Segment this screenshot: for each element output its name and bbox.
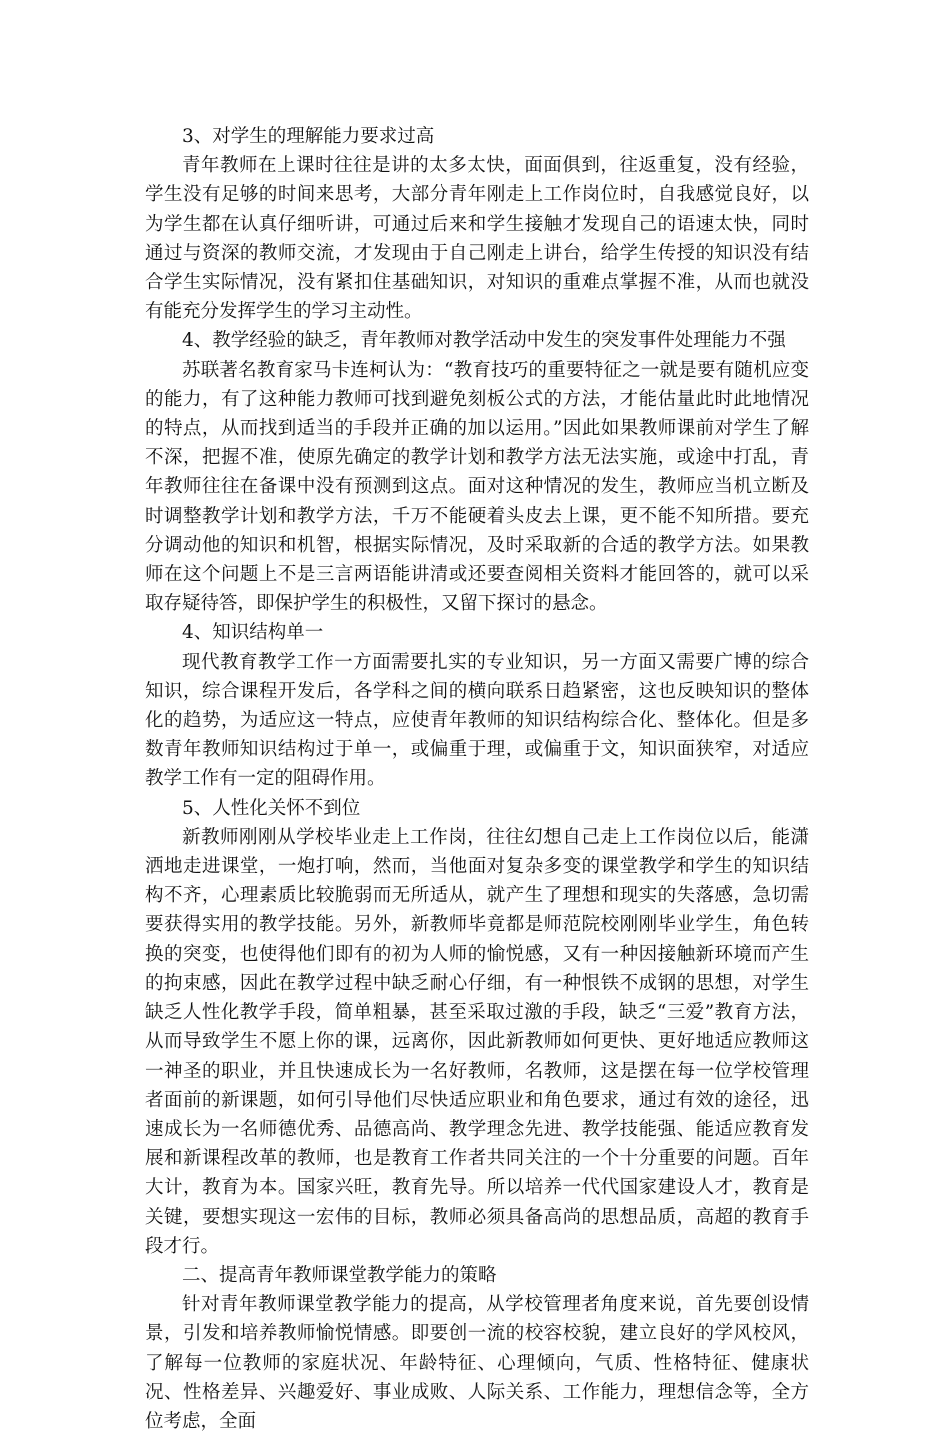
- heading-comprehension-demands: 3、对学生的理解能力要求过高: [182, 126, 435, 147]
- paragraph-knowledge-structure: 现代教育教学工作一方面需要扎实的专业知识，另一方面又需要广博的综合知识，综合课程开发后，各学科之间的横向联系日趋紧密，这也反映知识的整体化的趋势，为适应这一特点，应使青年教师的知识结构综合化、整体化。但是多数青年教师知识结构过于单一，或偏重于理，或偏重于文，知识面狭窄，对适应教学工作有一定的阻碍作用。: [145, 651, 809, 790]
- heading-lack-of-experience: 4、教学经验的缺乏，青年教师对教学活动中发生的突发事件处理能力不强: [182, 330, 786, 352]
- heading-knowledge-structure: 4、知识结构单一: [182, 622, 324, 644]
- heading-humanistic-care: 5、人性化关怀不到位: [182, 797, 361, 819]
- paragraph-makarenko-quote: 苏联著名教育家马卡连柯认为：“教育技巧的重要特征之一就是要有随机应变的能力，有了这种能力教师可找到避免刻板公式的方法，才能估量此时此地情况的特点，从而找到适当的手段并正确的加以运用。”因此如果教师课前对学生了解不深，把握不准，使原先确定的教学计划和教学方法无法实施，或途中打乱，青年教师往往在备课中没有预测到这点。面对这种情况的发生，教师应当机立断及时调整教学计划和教学方法，千万不能硬着头皮去上课，更不能不知所措。要充分调动他的知识和机智，根据实际情况，及时采取新的合适的教学方法。如果教师在这个问题上不是三言两语能讲清或还要查阅相关资料才能回答的，就可以采取存疑待答，即保护学生的积极性，又留下探讨的悬念。: [145, 359, 809, 615]
- heading-strategies: 二、提高青年教师课堂教学能力的策略: [182, 1264, 497, 1286]
- paragraph-speaking-too-fast: 青年教师在上课时往往是讲的太多太快，面面俱到，往返重复，没有经验，学生没有足够的时间来思考，大部分青年刚走上工作岗位时，自我感觉良好，以为学生都在认真仔细听讲，可通过后来和学生接触才发现自己的语速太快，同时通过与资深的教师交流，才发现由于自己刚走上讲台，给学生传授的知识没有结合学生实际情况，没有紧扣住基础知识，对知识的重难点掌握不准，从而也就没有能充分发挥学生的学习主动性。: [145, 155, 809, 323]
- paragraph-new-teachers: 新教师刚刚从学校毕业走上工作岗，往往幻想自己走上工作岗位以后，能潇洒地走进课堂，一炮打响，然而，当他面对复杂多变的课堂教学和学生的知识结构不齐，心理素质比较脆弱而无所适从，就产生了理想和现实的失落感，急切需要获得实用的教学技能。另外，新教师毕竟都是师范院校刚刚毕业学生，角色转换的突变，也使得他们即有的初为人师的愉悦感，又有一种因接触新环境而产生的拘束感，因此在教学过程中缺乏耐心仔细，有一种恨铁不成钢的思想，对学生缺乏人性化教学手段，简单粗暴，甚至采取过激的手段，缺乏“三爱”教育方法，从而导致学生不愿上你的课，远离你，因此新教师如何更快、更好地适应教师这一神圣的职业，并且快速成长为一名好教师，名教师，这是摆在每一位学校管理者面前的新课题，如何引导他们尽快适应职业和角色要求，通过有效的途径，迅速成长为一名师德优秀、品德高尚、教学理念先进、教学技能强、能适应教育发展和新课程改革的教师，也是教育工作者共同关注的一个十分重要的问题。百年大计，教育为本。国家兴旺，教育先导。所以培养一代代国家建设人才，教育是关键，要想实现这一宏伟的目标，教师必须具备高尚的思想品质，高超的教育手段才行。: [145, 826, 809, 1257]
- document-body: [145, 122, 809, 1436]
- paragraph-strategies: 针对青年教师课堂教学能力的提高，从学校管理者角度来说，首先要创设情景，引发和培养教师愉悦情感。即要创一流的校容校貌，建立良好的学风校风，了解每一位教师的家庭状况、年龄特征、心理倾向，气质、性格特征、健康状况、性格差异、兴趣爱好、事业成败、人际关系、工作能力，理想信念等，全方位考虑，全面: [145, 1294, 809, 1432]
